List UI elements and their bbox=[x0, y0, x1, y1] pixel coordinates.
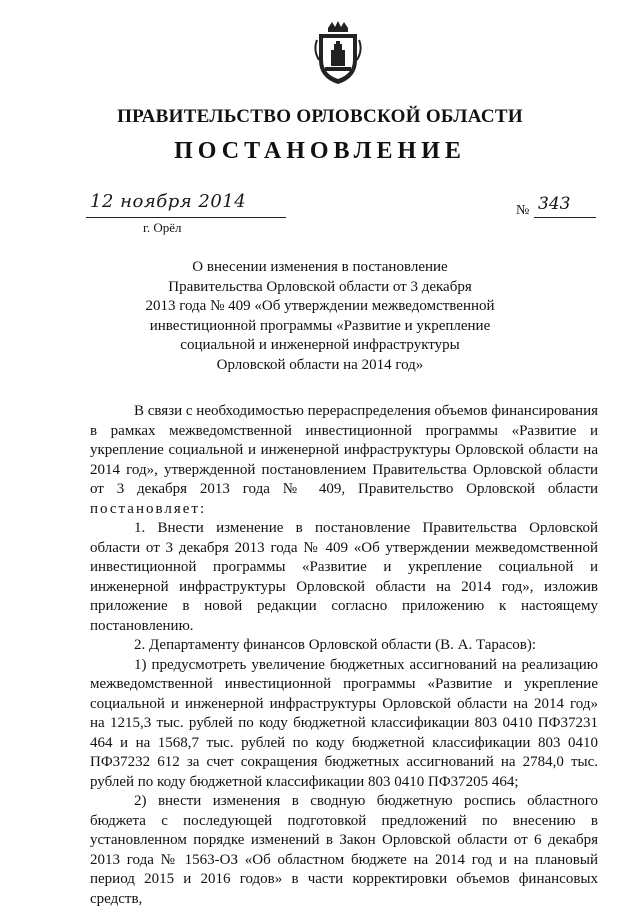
date-underline bbox=[86, 217, 286, 218]
subject-line: 2013 года № 409 «Об утверждении межведомственной bbox=[145, 298, 495, 314]
subject-line: Орловской области на 2014 год» bbox=[216, 356, 424, 373]
item-2-subitem-2: 2) внести изменения в сводную бюджетную роспись областного бюджета с последующей подготовкой предложений по внесению в установленном порядке изменений в Закон Орловской области от 6 декабря 2013 года № 1563-ОЗ «Об областном бюджете на 2014 год и на плановый период 2015 и 2016 годов» в части корректировки объемов финансовых средств, bbox=[90, 793, 598, 907]
handwritten-date: 12 ноября 2014 bbox=[90, 191, 247, 212]
document-subject bbox=[100, 258, 540, 375]
resolution-items bbox=[90, 519, 598, 909]
subject-line: Правительства Орловской области от 3 декабря bbox=[168, 278, 472, 295]
item-1: 1. Внести изменение в постановление Правительства Орловской области от 3 декабря 2013 года № 409 «Об утверждении межведомственной инвестиционной программы «Развитие и укрепление социальной и инженерной инфраструктуры Орловской области на 2014 год», изложив приложение в новой редакции согласно приложению к настоящему постановлению. bbox=[90, 520, 598, 634]
number-underline bbox=[534, 217, 596, 218]
number-label: № bbox=[516, 203, 530, 218]
preamble-paragraph bbox=[90, 402, 598, 519]
resolves-word: постановляет: bbox=[90, 500, 207, 517]
coat-of-arms-emblem bbox=[311, 20, 365, 86]
handwritten-number: 343 bbox=[538, 194, 571, 214]
subject-line: инвестиционной программы «Развитие и укрепление bbox=[149, 317, 491, 334]
preamble-text: В связи с необходимостью перераспределения объемов финансирования в рамках межведомственной инвестиционной программы «Развитие и укрепление социальной и инженерной инфраструктуры Орловской области на 2014 год», утвержденной постановлением Правительства Орловской области от 3 декабря 2013 года № 409, Правительство Орловской области bbox=[90, 403, 599, 497]
item-2: 2. Департаменту финансов Орловской области (В. А. Тарасов): bbox=[134, 637, 536, 653]
preamble bbox=[90, 402, 598, 519]
subject-line: О внесении изменения в постановление bbox=[192, 259, 448, 275]
organization-title: ПРАВИТЕЛЬСТВО ОРЛОВСКОЙ ОБЛАСТИ bbox=[117, 106, 523, 127]
document-type-title: ПОСТАНОВЛЕНИЕ bbox=[174, 138, 466, 164]
subject-line: социальной и инженерной инфраструктуры bbox=[180, 337, 460, 353]
item-2-subitem-1: 1) предусмотреть увеличение бюджетных ассигнований на реализацию межведомственной инвестиционной программы «Развитие и укрепление социальной и инженерной инфраструктуры Орловской области на 2014 год» на 1215,3 тыс. рублей по коду бюджетной классификации 803 0410 ПФ37231 464 и на 1568,7 тыс. рублей по коду бюджетной классификации 803 0410 ПФ37232 612 за счет сокращения бюджетных ассигнований на 2784,0 тыс. рублей по коду бюджетной классификации 803 0410 ПФ37205 464; bbox=[90, 656, 598, 790]
city-label: г. Орёл bbox=[143, 220, 182, 235]
